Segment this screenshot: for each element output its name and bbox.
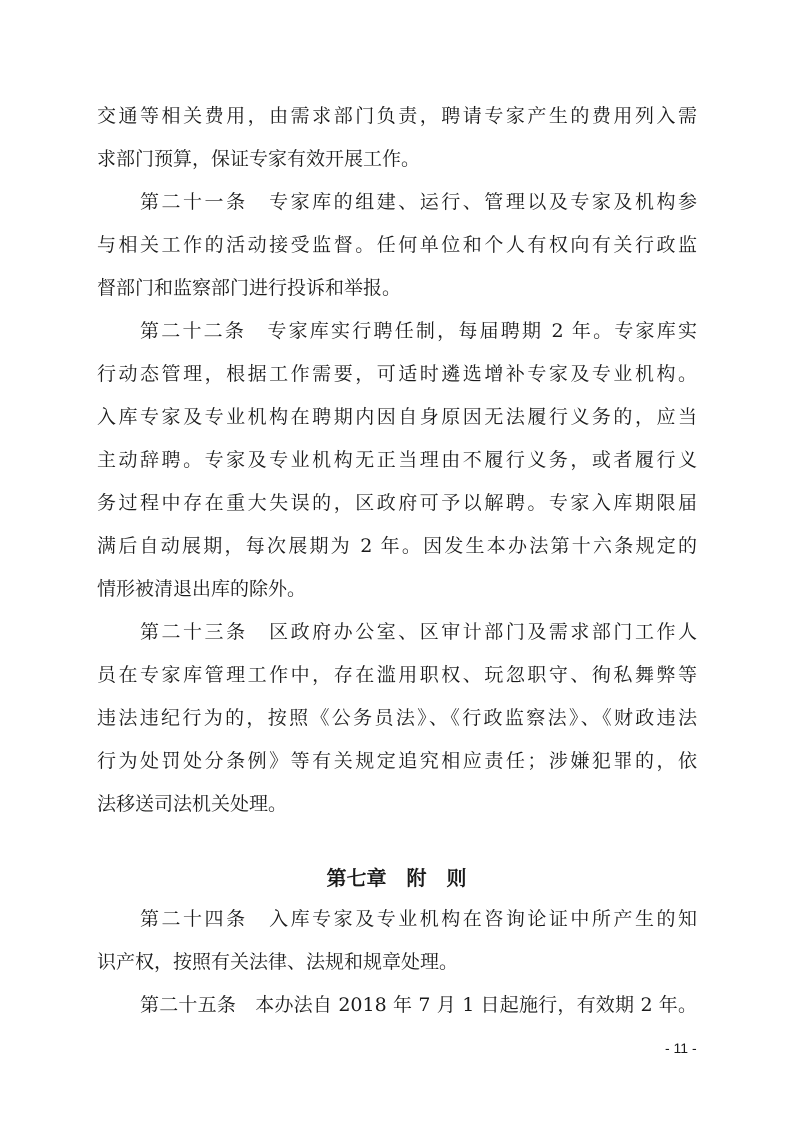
text-line: 务过程中存在重大失误的，区政府可予以解聘。专家入库期限届: [97, 492, 697, 514]
text-line: 第二十二条 专家库实行聘任制，每届聘期 2 年。专家库实: [140, 320, 697, 342]
text-line: 违法违纪行为的，按照《公务员法》、《行政监察法》、《财政违法: [97, 707, 697, 729]
text-line: 行为处罚处分条例》等有关规定追究相应责任；涉嫌犯罪的，依: [97, 750, 697, 772]
text-line: 法移送司法机关处理。: [97, 793, 288, 815]
text-line: 求部门预算，保证专家有效开展工作。: [97, 148, 421, 170]
text-line: 识产权，按照有关法律、法规和规章处理。: [97, 951, 459, 973]
text-line: 督部门和监察部门进行投诉和举报。: [97, 277, 402, 299]
page-number: - 11 -: [665, 1040, 697, 1056]
chapter-heading: 第七章 附 则: [326, 866, 467, 890]
text-line: 第二十四条 入库专家及专业机构在咨询论证中所产生的知: [140, 908, 697, 930]
text-line: 与相关工作的活动接受监督。任何单位和个人有权向有关行政监: [97, 234, 697, 256]
text-line: 第二十三条 区政府办公室、区审计部门及需求部门工作人: [140, 621, 697, 643]
text-line: 第二十一条 专家库的组建、运行、管理以及专家及机构参: [140, 191, 697, 213]
text-line: 满后自动展期，每次展期为 2 年。因发生本办法第十六条规定的: [97, 535, 697, 557]
text-line: 行动态管理，根据工作需要，可适时遴选增补专家及专业机构。: [97, 363, 697, 385]
text-line: 交通等相关费用，由需求部门负责，聘请专家产生的费用列入需: [97, 105, 697, 127]
text-line: 员在专家库管理工作中，存在滥用职权、玩忽职守、徇私舞弊等: [97, 664, 697, 686]
text-line: 主动辞聘。专家及专业机构无正当理由不履行义务，或者履行义: [97, 449, 697, 471]
text-line: 入库专家及专业机构在聘期内因自身原因无法履行义务的，应当: [97, 406, 697, 428]
text-line: 第二十五条 本办法自 2018 年 7 月 1 日起施行，有效期 2 年。: [140, 994, 697, 1016]
text-line: 情形被清退出库的除外。: [97, 578, 307, 600]
